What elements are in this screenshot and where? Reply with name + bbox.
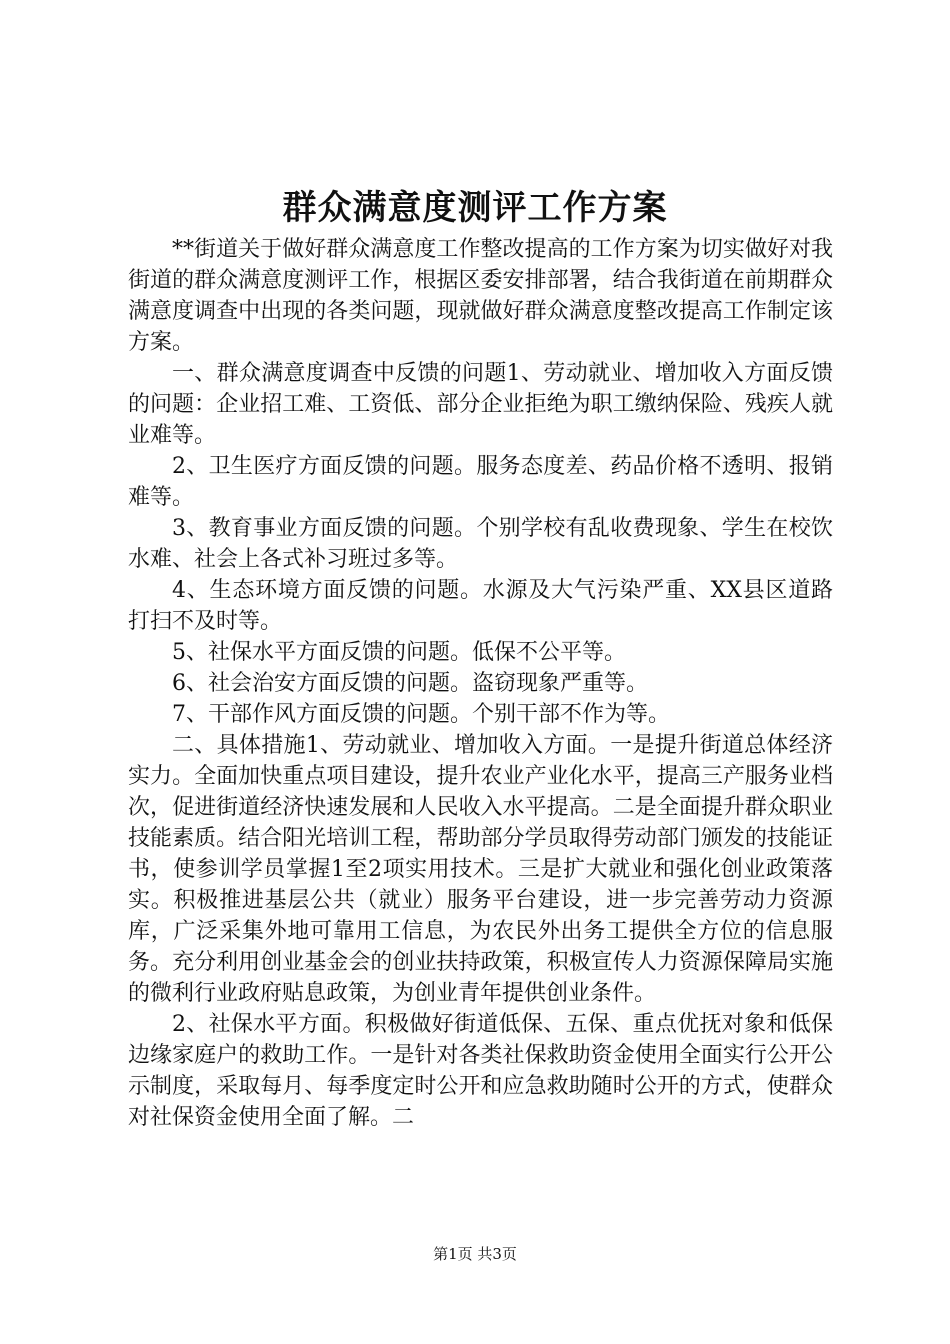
paragraph-item-2: 2、卫生医疗方面反馈的问题。服务态度差、药品价格不透明、报销难等。 [128,454,833,510]
paragraph-item-4: 4、生态环境方面反馈的问题。水源及大气污染严重、XX县区道路打扫不及时等。 [128,578,833,634]
paragraph-intro: **街道关于做好群众满意度工作整改提高的工作方案为切实做好对我街道的群众满意度测评工作，根据区委安排部署，结合我街道在前期群众满意度调查中出现的各类问题，现就做好群众满意度整改提高工作制定该方案。 [128,237,833,355]
paragraph-section-2: 二、具体措施1、劳动就业、增加收入方面。一是提升街道总体经济实力。全面加快重点项目建设，提升农业产业化水平，提高三产服务业档次，促进街道经济快速发展和人民收入水平提高。二是全面提升群众职业技能素质。结合阳光培训工程，帮助部分学员取得劳动部门颁发的技能证书，使参训学员掌握1至2项实用技术。三是扩大就业和强化创业政策落实。积极推进基层公共（就业）服务平台建设，进一步完善劳动力资源库，广泛采集外地可靠用工信息，为农民外出务工提供全方位的信息服务。充分利用创业基金会的创业扶持政策，积极宣传人力资源保障局实施的微利行业政府贴息政策，为创业青年提供创业条件。 [128,733,833,1006]
paragraph-item-3: 3、教育事业方面反馈的问题。个别学校有乱收费现象、学生在校饮水难、社会上各式补习班过多等。 [128,516,833,572]
document-body [128,234,833,1133]
page-footer: 第1页 共3页 [433,1245,517,1263]
paragraph-item-7: 7、干部作风方面反馈的问题。个别干部不作为等。 [172,702,670,727]
paragraph-section-1: 一、群众满意度调查中反馈的问题1、劳动就业、增加收入方面反馈的问题：企业招工难、工资低、部分企业拒绝为职工缴纳保险、残疾人就业难等。 [128,361,833,448]
paragraph-measure-2: 2、社保水平方面。积极做好街道低保、五保、重点优抚对象和低保边缘家庭户的救助工作。一是针对各类社保救助资金使用全面实行公开公示制度，采取每月、每季度定时公开和应急救助随时公开的方式，使群众对社保资金使用全面了解。二 [128,1012,833,1130]
paragraph-item-5: 5、社保水平方面反馈的问题。低保不公平等。 [172,640,626,665]
document-title: 群众满意度测评工作方案 [282,188,668,228]
paragraph-item-6: 6、社会治安方面反馈的问题。盗窃现象严重等。 [172,671,648,696]
